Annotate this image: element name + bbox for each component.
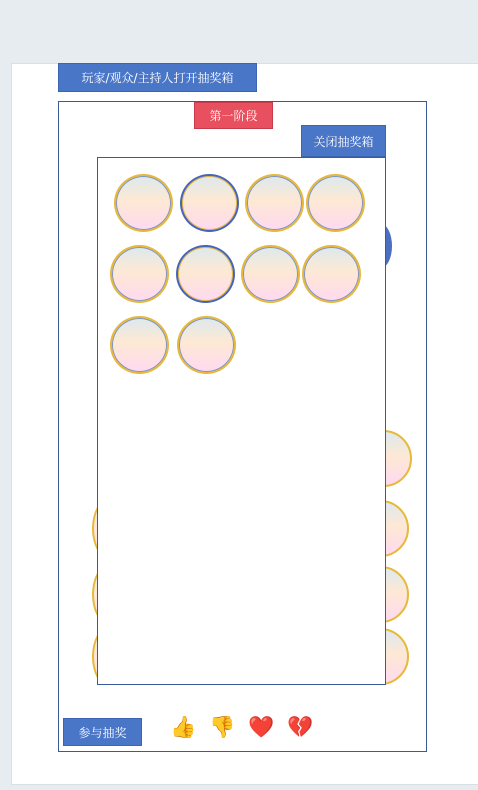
heart-icon[interactable]: ❤️ <box>248 715 275 739</box>
lottery-ball[interactable] <box>302 245 361 303</box>
lottery-ball[interactable] <box>110 245 169 303</box>
close-lottery-box-button[interactable]: 关闭抽奖箱 <box>301 125 386 157</box>
lottery-ball[interactable] <box>114 174 173 232</box>
broken-heart-icon[interactable]: 💔 <box>287 715 314 739</box>
thumbs-down-icon[interactable]: 👎 <box>209 715 236 739</box>
join-lottery-button[interactable]: 参与抽奖 <box>63 718 142 746</box>
lottery-ball[interactable] <box>241 245 300 303</box>
reaction-bar <box>170 715 312 740</box>
lottery-ball[interactable] <box>180 174 239 232</box>
lottery-ball[interactable] <box>177 316 236 374</box>
lottery-box-popup <box>97 157 386 685</box>
lottery-ball[interactable] <box>245 174 304 232</box>
lottery-ball[interactable] <box>176 245 235 303</box>
lottery-ball[interactable] <box>110 316 169 374</box>
stage-badge: 第一阶段 <box>194 102 273 129</box>
thumbs-up-icon[interactable]: 👍 <box>170 715 197 739</box>
lottery-ball[interactable] <box>306 174 365 232</box>
open-lottery-box-button[interactable]: 玩家/观众/主持人打开抽奖箱 <box>58 63 257 92</box>
